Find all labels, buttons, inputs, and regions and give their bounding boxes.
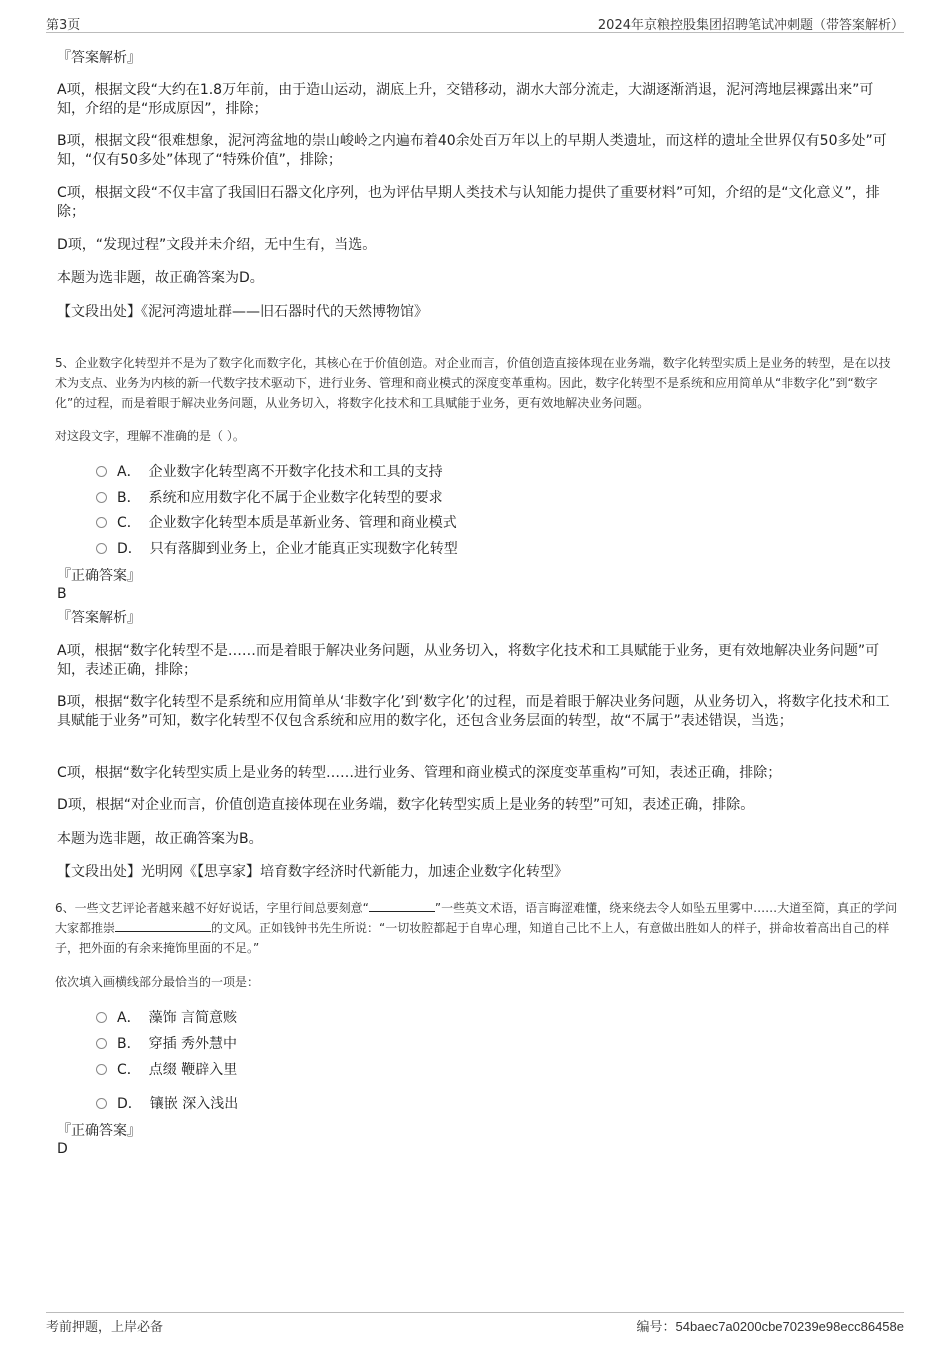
document-title: 2024年京粮控股集团招聘笔试冲刺题（带答案解析） [597,18,904,33]
q4-analysis-d: D项，“发现过程”文段并未介绍，无中生有，当选。 [57,237,377,253]
q5-analysis-d: D项，根据“对企业而言，价值创造直接体现在业务端，数字化转型实质上是业务的转型”可知，表述正确，排除。 [57,797,755,813]
q4-analysis-heading: 『答案解析』 [57,50,141,66]
q5-question: 对这段文字，理解不准确的是（ ）。 [55,429,245,443]
radio-icon[interactable] [96,1012,107,1023]
q4-analysis-c: C项，根据文段“不仅丰富了我国旧石器文化序列，也为评估早期人类技术与认知能力提供了重要材料”可知，介绍的是“文化意义”，排除； [57,185,880,220]
q5-analysis-heading: 『答案解析』 [57,610,141,626]
q5-analysis-b: B项，根据“数字化转型不是系统和应用简单从‘非数字化’到‘数字化’的过程，而是着眼于解决业务问题，从业务切入，将数字化技术和工具赋能于业务”可知，数字化转型不仅包含系统和应用的数字化，还包含业务层面的转型，故“不属于”表述错误，当选； [57,694,890,729]
q6-question: 依次填入画横线部分最恰当的一项是： [55,975,260,989]
q5-answer-heading: 『正确答案』 [57,568,141,584]
radio-icon[interactable] [96,492,107,503]
radio-icon[interactable] [96,517,107,528]
q6-option-d[interactable]: D． 镶嵌 深入浅出 [96,1094,238,1114]
page-footer [46,1312,904,1337]
q5-option-c[interactable]: C． 企业数字化转型本质是革新业务、管理和商业模式 [96,513,457,533]
radio-icon[interactable] [96,466,107,477]
q5-answer: B [57,586,67,602]
radio-icon[interactable] [96,1038,107,1049]
q5-source: 【文段出处】光明网《【思享家】培育数字经济时代新能力，加速企业数字化转型》 [57,864,568,880]
q5-conclusion: 本题为选非题，故正确答案为B。 [57,831,263,847]
radio-icon[interactable] [96,1098,107,1109]
radio-icon[interactable] [96,1064,107,1075]
q5-stem: 5、企业数字化转型并不是为了数字化而数字化，其核心在于价值创造。对企业而言，价值创造直接体现在业务端，数字化转型实质上是业务的转型，是在以技术为支点、业务为内核的新一代数字技术驱动下，进行业务、管理和商业模式的深度变革重构。因此，数字化转型不是系统和应用简单从“非数字化”到“数字化”的过程，而是着眼于解决业务问题，从业务切入，将数字化技术和工具赋能于业务，更有效地解决业务问题。 [55,356,891,410]
q5-option-a[interactable]: A． 企业数字化转型离不开数字化技术和工具的支持 [96,462,443,482]
q6-option-c[interactable]: C． 点缀 鞭辟入里 [96,1060,237,1080]
q6-option-a[interactable]: A． 藻饰 言简意赅 [96,1008,237,1028]
fill-blank-2[interactable] [115,919,211,932]
q4-analysis-b: B项，根据文段“很难想象，泥河湾盆地的崇山峻岭之内遍布着40余处百万年以上的早期人类遗址，而这样的遗址全世界仅有50多处”可知，“仅有50多处”体现了“特殊价值”，排除； [57,133,887,168]
q5-analysis-a: A项，根据“数字化转型不是……而是着眼于解决业务问题，从业务切入，将数字化技术和工具赋能于业务，更有效地解决业务问题”可知，表述正确，排除； [57,643,880,678]
page-header [46,12,904,33]
page-number: 第3页 [46,18,81,33]
q6-stem: 6、一些文艺评论者越来越不好好说话，字里行间总要刻意“ ”一些英文术语，语言晦涩难懂，绕来绕去令人如坠五里雾中……大道至简，真正的学问大家都推崇 的文风。正如钱钟书先生所说：“一切妆腔都起于自卑心理，知道自己比不上人，有意做出胜如人的样子，拼命妆着高出自己的样子，把外面的有余来掩饰里面的不足。” [55,901,898,955]
q5-analysis-c: C项，根据“数字化转型实质上是业务的转型……进行业务、管理和商业模式的深度变革重构”可知，表述正确，排除； [57,765,782,781]
q6-answer: D [57,1141,68,1157]
footer-slogan: 考前押题，上岸必备 [46,1320,164,1335]
q4-analysis-a: A项，根据文段“大约在1.8万年前，由于造山运动，湖底上升，交错移动，湖水大部分流走，大湖逐渐消退，泥河湾地层裸露出来”可知，介绍的是“形成原因”，排除； [57,82,874,117]
q6-answer-heading: 『正确答案』 [57,1123,141,1139]
q4-conclusion: 本题为选非题，故正确答案为D。 [57,270,264,286]
radio-icon[interactable] [96,543,107,554]
q5-option-b[interactable]: B． 系统和应用数字化不属于企业数字化转型的要求 [96,488,443,508]
q5-option-d[interactable]: D． 只有落脚到业务上，企业才能真正实现数字化转型 [96,539,458,559]
fill-blank-1[interactable] [369,899,435,912]
q4-source: 【文段出处】《泥河湾遗址群——旧石器时代的天然博物馆》 [57,304,428,320]
q6-option-b[interactable]: B． 穿插 秀外慧中 [96,1034,237,1054]
footer-code: 编号：54baec7a0200cbe70239e98ecc86458e [636,1319,904,1335]
